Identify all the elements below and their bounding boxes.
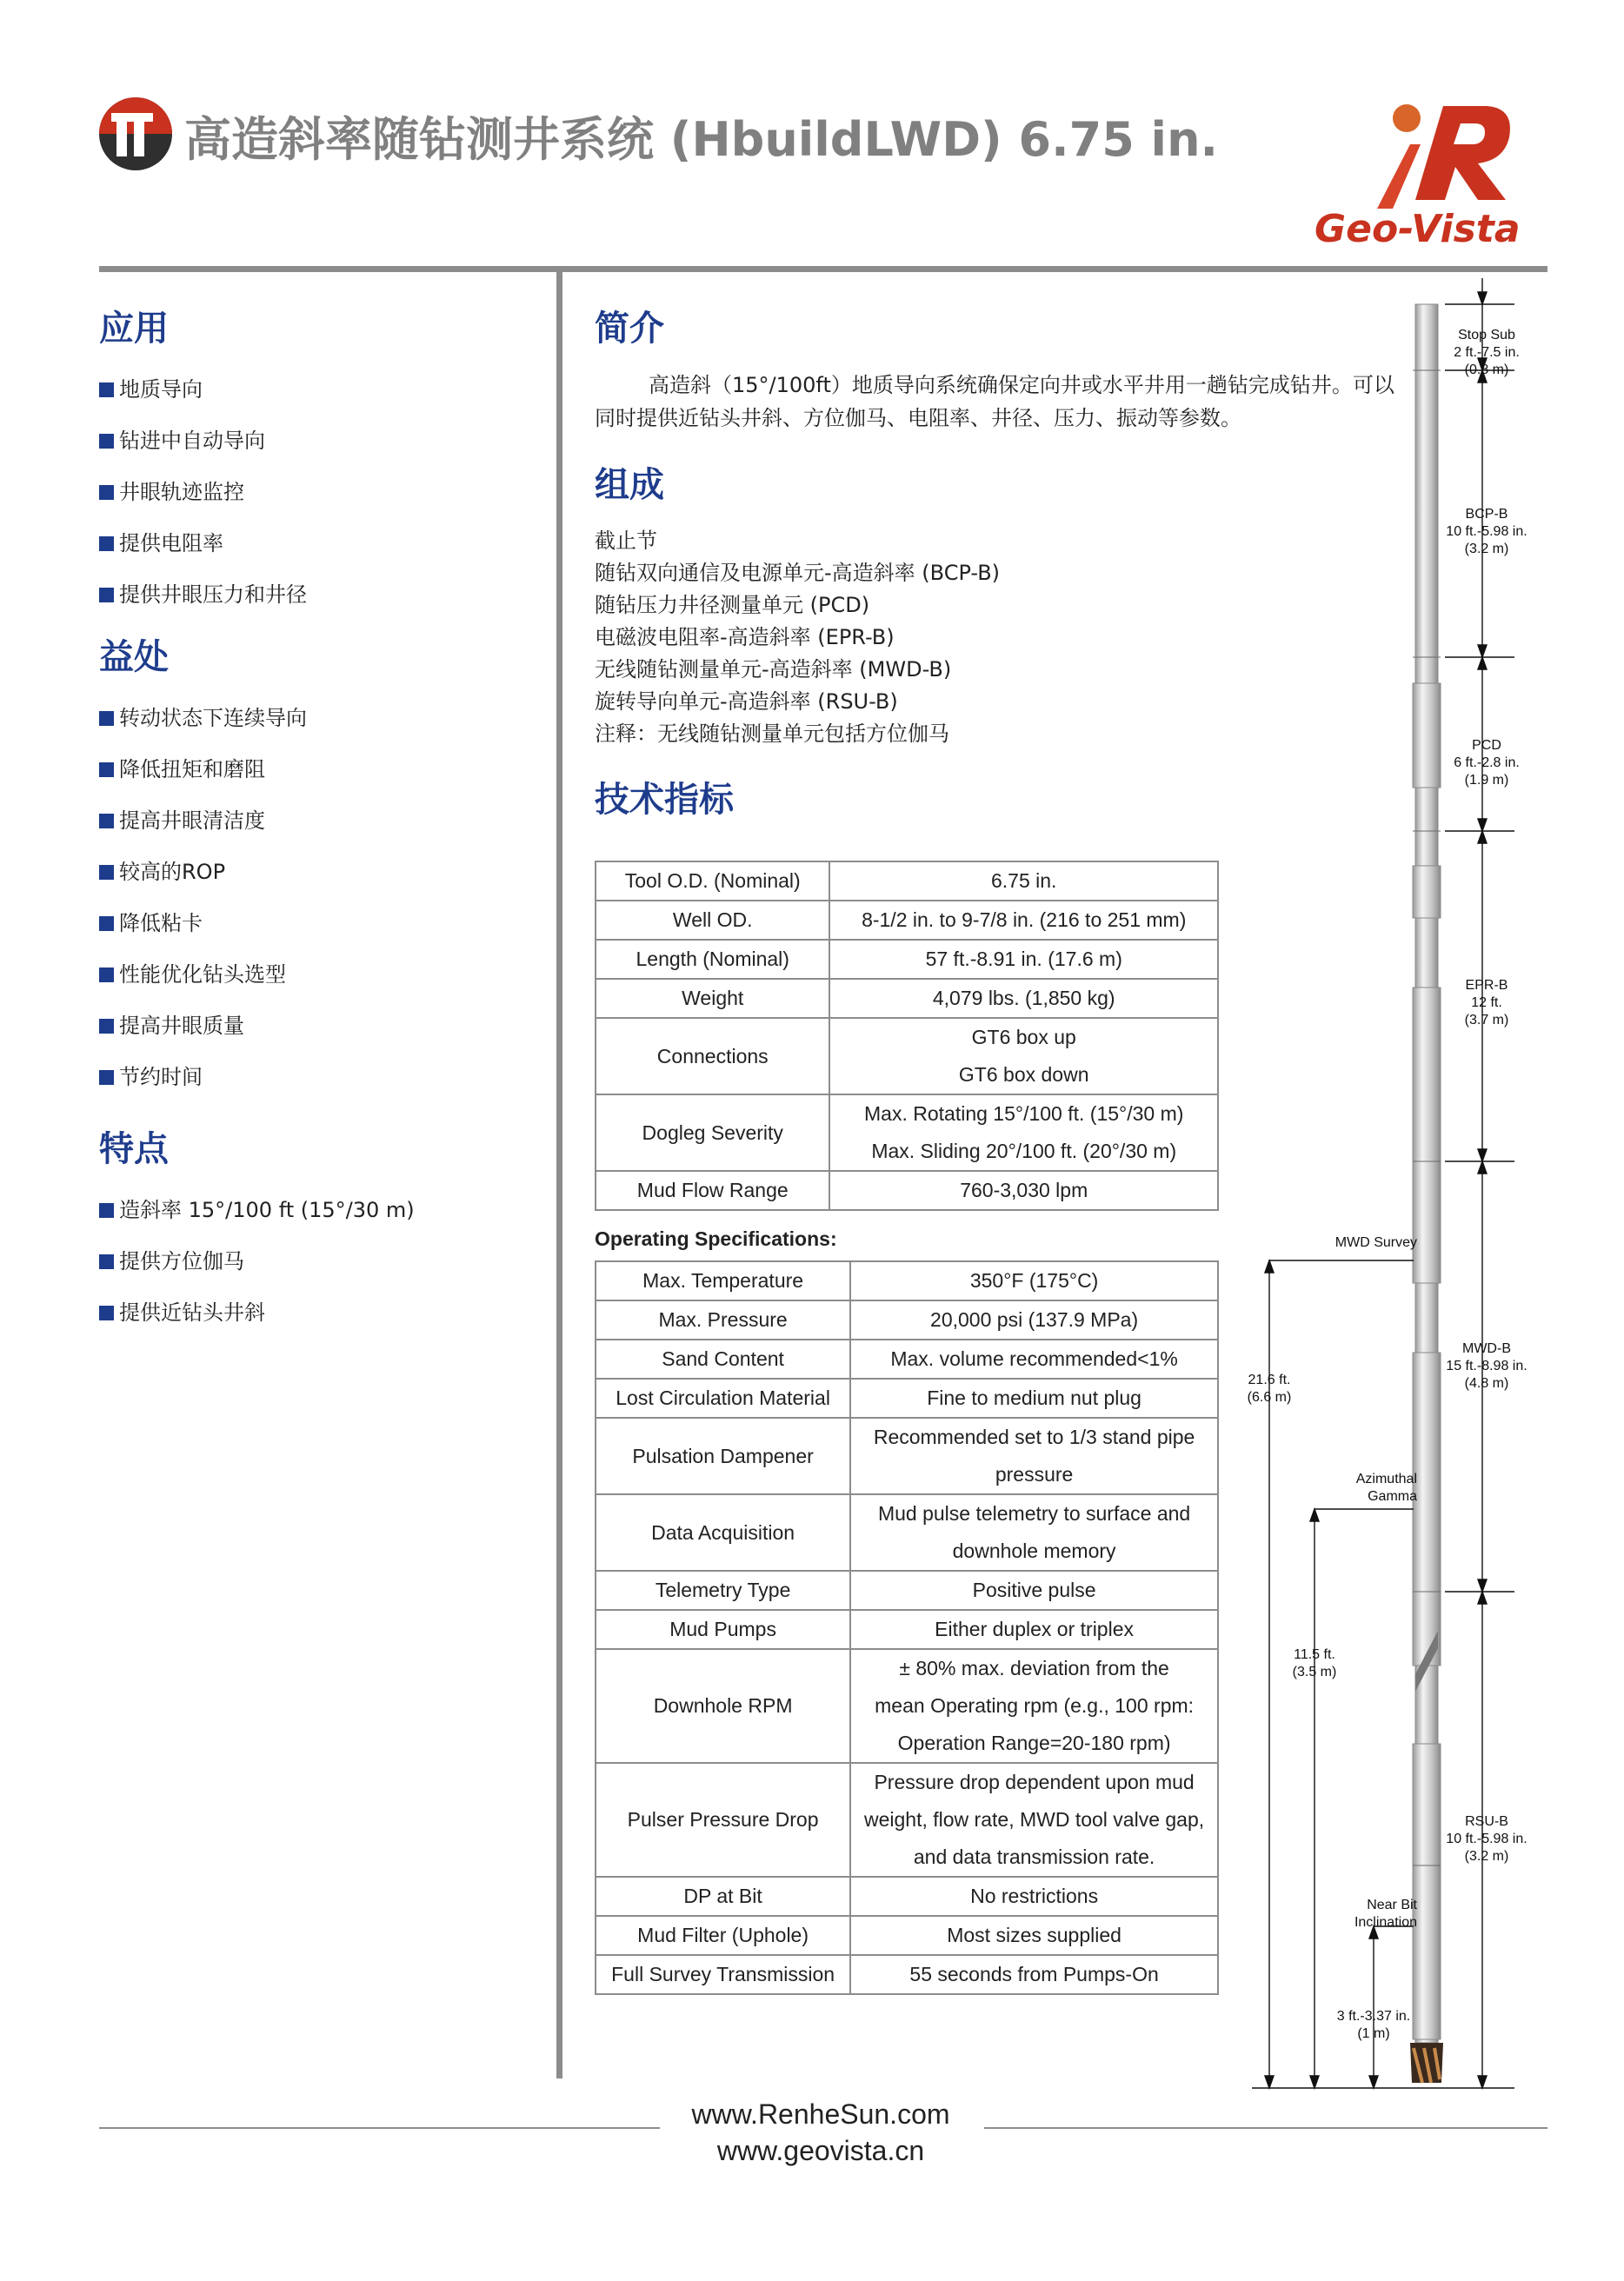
ops-row	[596, 1494, 1218, 1571]
ops-value	[850, 1571, 1218, 1610]
brand-name: Geo-Vista	[1315, 207, 1521, 251]
ops-value	[850, 1379, 1218, 1418]
intro-text: 高造斜（15°/100ft）地质导向系统确保定向井或水平井用一趟钻完成钻井。可以同时提供近钻头井斜、方位伽马、电阻率、井径、压力、振动等参数。	[595, 373, 1394, 430]
benefit-item: 节约时间	[99, 1060, 203, 1090]
ops-value	[850, 1340, 1218, 1379]
benefit-item: 提高井眼清洁度	[99, 803, 265, 834]
tech-value-line: Max. Sliding 20°/100 ft. (20°/30 m)	[871, 1140, 1177, 1162]
ops-value-line: Operation Range=20-180 rpm)	[897, 1732, 1171, 1754]
tech-row	[596, 1171, 1218, 1210]
tech-label: Tool O.D. (Nominal)	[596, 861, 829, 901]
tech-label: Dogleg Severity	[596, 1094, 829, 1171]
ops-row	[596, 1955, 1218, 1994]
composition-item: 旋转导向单元-高造斜率 (RSU-B)	[595, 689, 898, 714]
ops-value-line: Fine to medium nut plug	[927, 1387, 1141, 1409]
ops-value-line: and data transmission rate.	[913, 1845, 1155, 1868]
ops-value	[850, 1300, 1218, 1340]
mwd-survey-label: MWD Survey	[1334, 1235, 1417, 1250]
page-title: 高造斜率随钻测井系统 (HbuildLWD) 6.75 in.	[184, 112, 1219, 167]
ops-value-line: Max. volume recommended<1%	[890, 1347, 1178, 1370]
ops-label: Lost Circulation Material	[596, 1379, 850, 1418]
ops-label: Max. Pressure	[596, 1300, 850, 1340]
ops-row	[596, 1571, 1218, 1610]
application-item: 提供井眼压力和井径	[99, 577, 307, 608]
ops-row	[596, 1649, 1218, 1763]
ops-label: Max. Temperature	[596, 1261, 850, 1300]
ops-row	[596, 1261, 1218, 1300]
ops-value	[850, 1877, 1218, 1916]
ops-value-line: Most sizes supplied	[947, 1924, 1121, 1946]
tech-value-line: 8-1/2 in. to 9-7/8 in. (216 to 251 mm)	[862, 908, 1187, 931]
ops-value-line: mean Operating rpm (e.g., 100 rpm:	[875, 1694, 1195, 1717]
tech-label: Length (Nominal)	[596, 940, 829, 979]
feature-item: 造斜率 15°/100 ft (15°/30 m)	[99, 1193, 415, 1223]
ops-value	[850, 1418, 1218, 1494]
application-item: 提供电阻率	[99, 526, 223, 556]
composition-heading: 组成	[595, 465, 664, 505]
tech-value	[829, 861, 1218, 901]
tech-value	[829, 1094, 1218, 1171]
tech-label: Mud Flow Range	[596, 1171, 829, 1210]
azimuthal-gamma-label: Azimuthal Gamma	[1355, 1472, 1417, 1504]
ops-label: Telemetry Type	[596, 1571, 850, 1610]
application-item: 地质导向	[99, 372, 203, 402]
ops-row	[596, 1610, 1218, 1649]
tech-label: Well OD.	[596, 901, 829, 940]
tech-value-line: 760-3,030 lpm	[960, 1179, 1088, 1201]
operating-spec-table	[595, 1260, 1219, 1995]
tech-value	[829, 940, 1218, 979]
benefit-item: 较高的ROP	[99, 855, 225, 885]
tech-heading: 技术指标	[595, 780, 734, 820]
ops-value	[850, 1649, 1218, 1763]
mwd-survey-distance: 21.6 ft. (6.6 m)	[1247, 1373, 1292, 1405]
ops-value	[850, 1763, 1218, 1877]
ops-label: DP at Bit	[596, 1877, 850, 1916]
applications-heading: 应用	[99, 309, 169, 349]
rsu-b-label: RSU-B 10 ft.-5.98 in. (3.2 m)	[1446, 1814, 1527, 1864]
ops-value-line: Mud pulse telemetry to surface and	[877, 1502, 1191, 1525]
ops-value-line: weight, flow rate, MWD tool valve gap,	[864, 1808, 1205, 1831]
tech-row	[596, 979, 1218, 1018]
ops-row	[596, 1877, 1218, 1916]
bcp-b-label: BCP-B 10 ft.-5.98 in. (3.2 m)	[1446, 507, 1527, 556]
footer-rule-right	[984, 2127, 1547, 2129]
stop-sub-label: Stop Sub 2 ft.-7.5 in. (0.8 m)	[1454, 328, 1520, 377]
composition-item: 截止节	[595, 529, 657, 553]
tech-value-line: 4,079 lbs. (1,850 kg)	[932, 987, 1115, 1009]
footer-rule-left	[99, 2127, 660, 2129]
composition-note: 注释：无线随钻测量单元包括方位伽马	[595, 722, 949, 746]
top-divider	[99, 266, 1547, 272]
benefit-item: 转动状态下连续导向	[99, 701, 307, 731]
ops-label: Downhole RPM	[596, 1649, 850, 1763]
tech-value-line: GT6 box up	[971, 1026, 1076, 1048]
tech-value-line: Max. Rotating 15°/100 ft. (15°/30 m)	[864, 1102, 1184, 1125]
ops-label: Data Acquisition	[596, 1494, 850, 1571]
tech-value	[829, 1018, 1218, 1094]
ops-value-line: 55 seconds from Pumps-On	[909, 1963, 1159, 1985]
application-item: 井眼轨迹监控	[99, 475, 244, 505]
ops-value-line: ± 80% max. deviation from the	[899, 1657, 1169, 1679]
footer-url-renhesun[interactable]: www.RenheSun.com	[691, 2098, 950, 2130]
ops-value	[850, 1494, 1218, 1571]
near-bit-inclination-label: Near Bit Inclination	[1354, 1898, 1417, 1930]
tech-value	[829, 901, 1218, 940]
composition-item: 随钻压力井径测量单元 (PCD)	[595, 593, 870, 617]
ops-value-line: Recommended set to 1/3 stand pipe	[873, 1426, 1195, 1448]
tech-value-line: GT6 box down	[958, 1063, 1089, 1086]
tech-row	[596, 1094, 1218, 1171]
ops-label: Pulsation Dampener	[596, 1418, 850, 1494]
intro-heading: 简介	[595, 309, 664, 349]
tech-value	[829, 1171, 1218, 1210]
tech-spec-table	[595, 861, 1219, 1211]
ops-value-line: Positive pulse	[972, 1579, 1096, 1601]
tech-label: Connections	[596, 1018, 829, 1094]
ops-label: Sand Content	[596, 1340, 850, 1379]
mwd-b-label: MWD-B 15 ft.-8.98 in. (4.8 m)	[1446, 1341, 1527, 1391]
tech-row	[596, 861, 1218, 901]
ops-row	[596, 1300, 1218, 1340]
benefits-heading: 益处	[99, 637, 169, 677]
footer-url-geovista[interactable]: www.geovista.cn	[716, 2135, 925, 2166]
tech-label: Weight	[596, 979, 829, 1018]
ops-row	[596, 1916, 1218, 1955]
feature-item: 提供方位伽马	[99, 1244, 244, 1274]
ops-row	[596, 1763, 1218, 1877]
azimuthal-gamma-distance: 11.5 ft. (3.5 m)	[1292, 1647, 1337, 1679]
benefit-item: 降低扭矩和磨阻	[99, 752, 265, 782]
column-divider	[556, 272, 562, 2078]
tech-value-line: 57 ft.-8.91 in. (17.6 m)	[925, 948, 1122, 970]
ops-row	[596, 1418, 1218, 1494]
company-logo	[99, 97, 172, 170]
tech-row	[596, 901, 1218, 940]
pcd-label: PCD 6 ft.-2.8 in. (1.9 m)	[1454, 738, 1520, 788]
ops-label: Pulser Pressure Drop	[596, 1763, 850, 1877]
composition-item: 无线随钻测量单元-高造斜率 (MWD-B)	[595, 657, 952, 682]
tech-row	[596, 1018, 1218, 1094]
ops-row	[596, 1340, 1218, 1379]
ops-value-line: 350°F (175°C)	[969, 1269, 1099, 1292]
ops-value-line: Pressure drop dependent upon mud	[874, 1771, 1195, 1793]
ops-value-line: No restrictions	[970, 1885, 1099, 1907]
ops-value	[850, 1955, 1218, 1994]
ops-label: Full Survey Transmission	[596, 1955, 850, 1994]
tech-value-line: 6.75 in.	[991, 869, 1057, 892]
tech-row	[596, 940, 1218, 979]
ops-value	[850, 1261, 1218, 1300]
benefit-item: 提高井眼质量	[99, 1008, 244, 1039]
near-bit-distance: 3 ft.-3.37 in. (1 m)	[1336, 2009, 1411, 2041]
epr-b-label: EPR-B 12 ft. (3.7 m)	[1464, 978, 1509, 1027]
ops-value-line: Either duplex or triplex	[935, 1618, 1135, 1640]
application-item: 钻进中自动导向	[99, 423, 265, 454]
features-heading: 特点	[99, 1129, 169, 1169]
tech-value	[829, 979, 1218, 1018]
ops-value-line: pressure	[995, 1463, 1074, 1486]
ops-row	[596, 1379, 1218, 1418]
ops-label: Mud Filter (Uphole)	[596, 1916, 850, 1955]
benefit-item: 性能优化钻头选型	[99, 957, 286, 988]
feature-item: 提供近钻头井斜	[99, 1295, 265, 1326]
ops-value	[850, 1916, 1218, 1955]
ops-label: Mud Pumps	[596, 1610, 850, 1649]
composition-item: 随钻双向通信及电源单元-高造斜率 (BCP-B)	[595, 561, 1001, 585]
ops-value-line: 20,000 psi (137.9 MPa)	[930, 1308, 1139, 1331]
ops-value-line: downhole memory	[952, 1540, 1116, 1562]
composition-item: 电磁波电阻率-高造斜率 (EPR-B)	[595, 625, 895, 649]
ops-value	[850, 1610, 1218, 1649]
ops-heading: Operating Specifications:	[595, 1227, 837, 1250]
benefit-item: 降低粘卡	[99, 906, 203, 936]
